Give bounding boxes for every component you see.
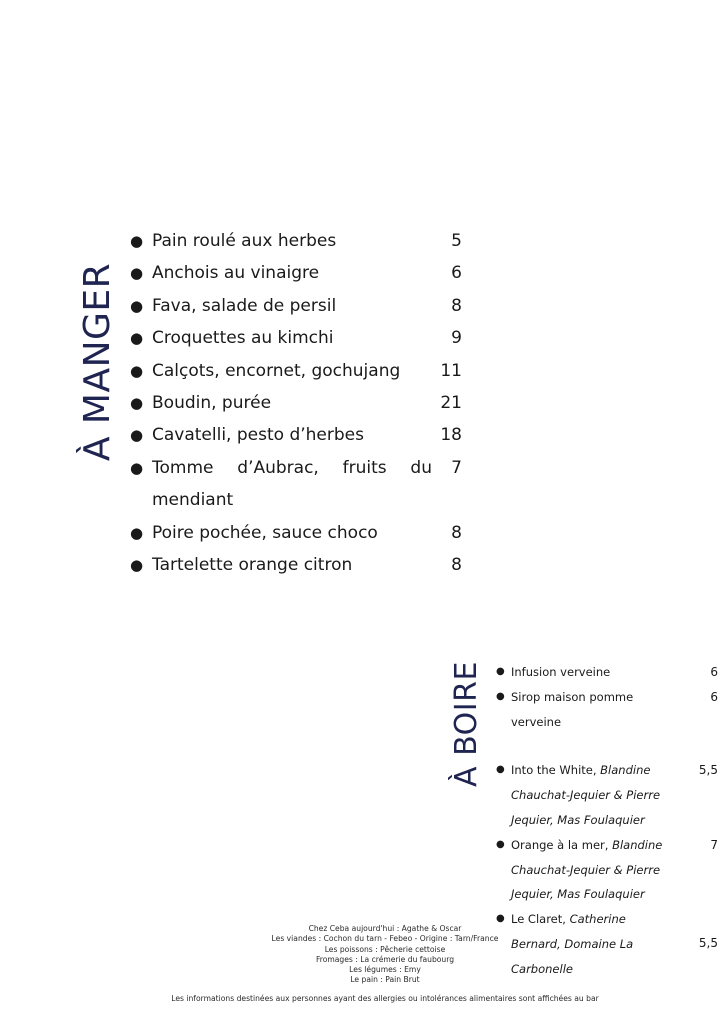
food-item-name: Fava, salade de persil xyxy=(152,295,337,316)
drink-item-name xyxy=(511,685,676,735)
drink-item-name xyxy=(511,660,676,685)
drink-item-price: 5,5 xyxy=(698,936,718,951)
food-item-price: 8 xyxy=(451,295,462,316)
supplier-credits xyxy=(200,924,570,986)
drink-item-name xyxy=(511,833,676,907)
food-item xyxy=(130,290,475,322)
drink-name: Infusion verveine xyxy=(511,665,611,679)
food-item-price: 18 xyxy=(440,425,462,446)
drink-item xyxy=(496,833,718,907)
drink-producer: Blandine Chauchat-Jequier & Pierre Jequier, Mas Foulaquier xyxy=(511,763,661,827)
bullet-icon: ● xyxy=(130,426,144,445)
drink-name: Orange à la mer, xyxy=(511,837,613,852)
drink-item xyxy=(496,758,718,832)
credit-line: Fromages : La crémerie du faubourg xyxy=(315,954,455,964)
bullet-icon: ● xyxy=(130,523,144,542)
drink-name: Le Claret, xyxy=(511,912,570,927)
section-title-drinks: À BOIRE xyxy=(449,661,484,787)
food-item-price: 11 xyxy=(440,360,462,381)
food-item-name: Cavatelli, pesto d’herbes xyxy=(152,425,364,446)
drink-item xyxy=(496,660,718,685)
food-item-name: Pain roulé aux herbes xyxy=(152,231,337,251)
drink-item-price: 6 xyxy=(710,665,718,679)
food-item-name: Tartelette orange citron xyxy=(152,555,353,576)
credit-line: Les viandes : Cochon du tarn - Febeo - Origine : Tarn/France xyxy=(271,934,499,944)
bullet-icon: ● xyxy=(130,264,144,283)
food-item-price: 6 xyxy=(451,263,462,284)
bullet-icon: ● xyxy=(130,361,144,380)
bullet-icon: ● xyxy=(130,329,144,348)
food-item xyxy=(130,257,475,289)
food-item xyxy=(130,322,475,354)
drink-name: Into the White, xyxy=(511,763,601,778)
drink-name: Sirop maison pomme verveine xyxy=(511,689,634,729)
food-item-price: 8 xyxy=(451,522,462,543)
credit-line: Le pain : Pain Brut xyxy=(350,975,420,985)
bullet-icon: ● xyxy=(130,458,144,477)
bullet-icon: ● xyxy=(496,913,505,925)
food-item-price: 7 xyxy=(451,457,462,478)
drink-item-price: 6 xyxy=(710,689,718,704)
food-item xyxy=(130,419,475,451)
food-item-name: Tomme d’Aubrac, fruits du mendiant xyxy=(152,457,432,511)
food-item-name: Croquettes au kimchi xyxy=(152,328,334,349)
bullet-icon: ● xyxy=(496,690,505,702)
drink-producer: Blandine Chauchat-Jequier & Pierre Jequier, Mas Foulaquier xyxy=(511,837,663,902)
food-item xyxy=(130,387,475,419)
food-item-price: 21 xyxy=(440,393,462,414)
allergy-disclaimer: Les informations destinées aux personnes ayant des allergies ou intolérances alimentaires sont affichées au bar xyxy=(171,994,599,1003)
drink-item-price: 5,5 xyxy=(698,763,718,778)
food-item xyxy=(130,225,475,257)
food-item xyxy=(130,355,475,387)
bullet-icon: ● xyxy=(496,666,505,677)
bullet-icon: ● xyxy=(496,838,505,850)
section-title-food: À MANGER xyxy=(77,262,118,462)
credit-line: Les légumes : Emy xyxy=(349,965,421,975)
drink-item-price: 7 xyxy=(710,837,718,852)
food-item-price: 5 xyxy=(451,231,462,251)
food-menu-list xyxy=(130,225,475,581)
food-item xyxy=(130,549,475,581)
bullet-icon: ● xyxy=(130,556,144,575)
drink-item xyxy=(496,685,718,735)
bullet-icon: ● xyxy=(496,764,505,776)
food-item-name: Anchois au vinaigre xyxy=(152,263,320,284)
food-item-name: Boudin, purée xyxy=(152,393,272,414)
food-item-price: 8 xyxy=(451,555,462,576)
drink-item-name xyxy=(511,758,676,832)
credit-line: Les poissons : Pêcherie cettoise xyxy=(324,944,446,954)
credit-line: Chez Ceba aujourd'hui : Agathe & Oscar xyxy=(308,924,462,933)
drink-producer: Catherine Bernard, Domaine La Carbonelle xyxy=(511,912,634,976)
food-item-name: Poire pochée, sauce choco xyxy=(152,522,378,543)
food-item-price: 9 xyxy=(451,328,462,349)
bullet-icon: ● xyxy=(130,232,144,250)
bullet-icon: ● xyxy=(130,296,144,315)
food-item-name: Calçots, encornet, gochujang xyxy=(152,360,401,381)
bullet-icon: ● xyxy=(130,394,144,413)
food-item xyxy=(130,517,475,549)
food-item xyxy=(130,452,475,517)
